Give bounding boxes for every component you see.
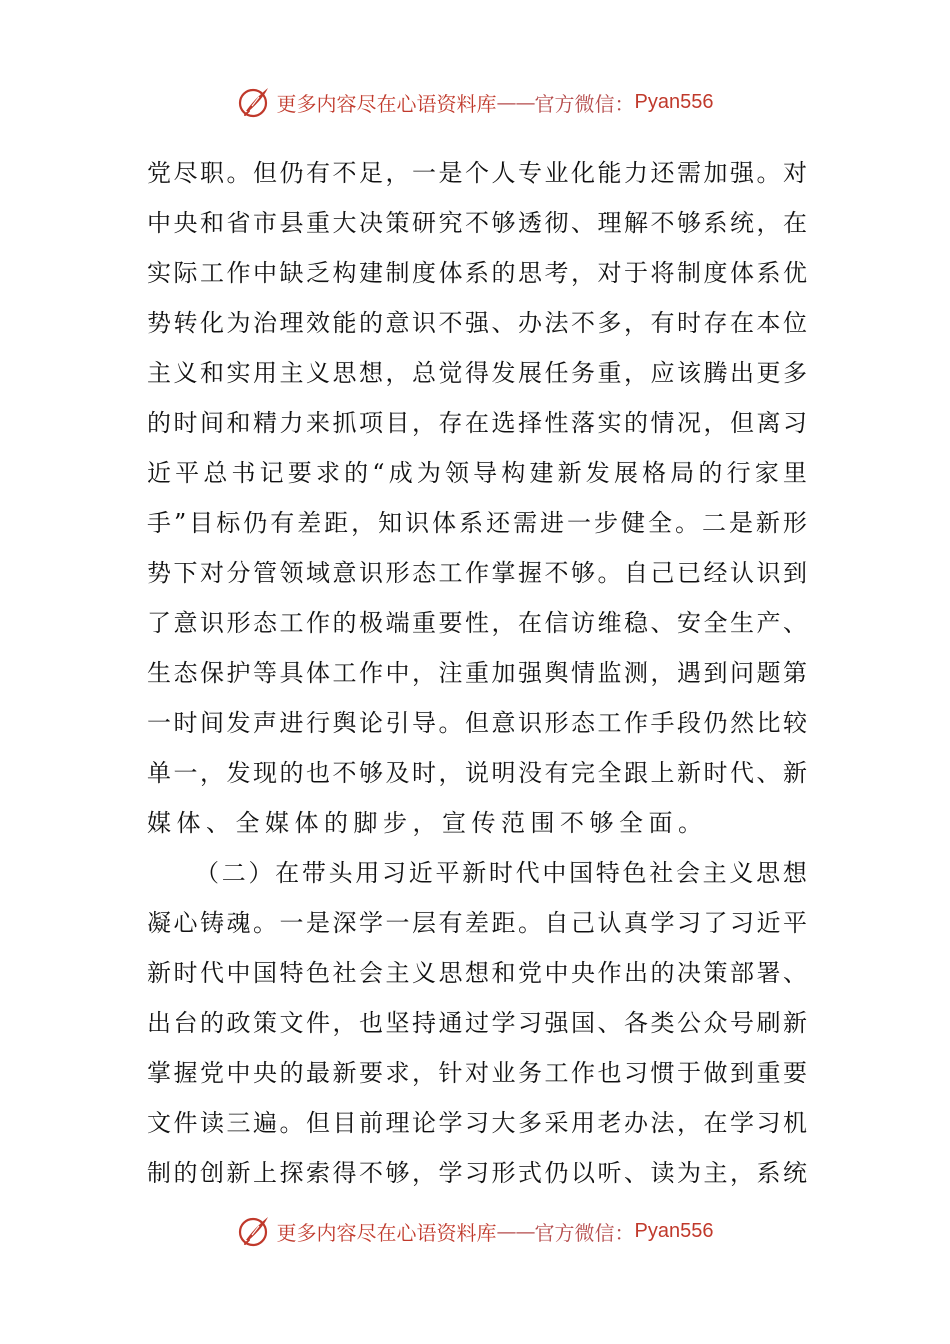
text-line: 势 转 化 为 治 理 效 能 的 意 识 不 强 、 办 法 不 多 ， 有 时 存 在 本 位: [147, 309, 807, 337]
text-line: 中 央 和 省 市 县 重 大 决 策 研 究 不 够 透 彻 、 理 解 不 够 系 统 ， 在: [147, 209, 807, 237]
text-line: 手 ” 目 标 仍 有 差 距 ， 知 识 体 系 还 需 进 一 步 健 全 。 二 是 新 形: [147, 509, 807, 537]
text-line: 党 尽 职 。 但 仍 有 不 足 ， 一 是 个 人 专 业 化 能 力 还 需 加 强 。 对: [147, 159, 807, 187]
header-separator: ——: [496, 90, 535, 114]
footer-brand-text: 更多内容尽在心语资料库: [276, 1220, 497, 1245]
section-heading-line: （ 二 ） 在 带 头 用 习 近 平 新 时 代 中 国 特 色 社 会 主 义 思 想: [195, 859, 807, 887]
text-line: 势 下 对 分 管 领 域 意 识 形 态 工 作 掌 握 不 够 。 自 己 已 经 认 识 到: [147, 559, 807, 587]
text-line: 新 时 代 中 国 特 色 社 会 主 义 思 想 和 党 中 央 作 出 的 决 策 部 署 、: [147, 959, 807, 987]
footer-separator: ——: [496, 1219, 535, 1243]
header-wechat-label: 官方微信：: [534, 91, 635, 116]
text-line: 近 平 总 书 记 要 求 的 “ 成 为 领 导 构 建 新 发 展 格 局 的 行 家 里: [147, 459, 807, 487]
text-line: 的 时 间 和 精 力 来 抓 项 目 ， 存 在 选 择 性 落 实 的 情 况 ， 但 离 习: [147, 409, 807, 437]
text-line: 制 的 创 新 上 探 索 得 不 够 ， 学 习 形 式 仍 以 听 、 读 为 主 ， 系 统: [147, 1159, 807, 1187]
text-line: 了 意 识 形 态 工 作 的 极 端 重 要 性 ， 在 信 访 维 稳 、 安 全 生 产 、: [147, 609, 807, 637]
paragraph-last-line: 媒体、全媒体的脚步，宣传范围不够全面。: [147, 809, 708, 837]
body-text: [147, 148, 807, 1198]
quill-pen-logo-icon: [237, 84, 273, 120]
header-brand-text: 更多内容尽在心语资料库: [276, 91, 497, 116]
text-line: 掌 握 党 中 央 的 最 新 要 求 ， 针 对 业 务 工 作 也 习 惯 于 做 到 重 要: [147, 1059, 807, 1087]
text-line: 单 一 ， 发 现 的 也 不 够 及 时 ， 说 明 没 有 完 全 跟 上 新 时 代 、 新: [147, 759, 807, 787]
text-line: 生 态 保 护 等 具 体 工 作 中 ， 注 重 加 强 舆 情 监 测 ， 遇 到 问 题 第: [147, 659, 807, 687]
footer-wechat-label: 官方微信：: [534, 1220, 635, 1245]
text-line: 一 时 间 发 声 进 行 舆 论 引 导 。 但 意 识 形 态 工 作 手 段 仍 然 比 较: [147, 709, 807, 737]
footer-wechat-id: Pyan556: [634, 1219, 714, 1242]
text-line: 文 件 读 三 遍 。 但 目 前 理 论 学 习 大 多 采 用 老 办 法 ， 在 学 习 机: [147, 1109, 807, 1137]
text-line: 实 际 工 作 中 缺 乏 构 建 制 度 体 系 的 思 考 ， 对 于 将 制 度 体 系 优: [147, 259, 807, 287]
text-line: 主 义 和 实 用 主 义 思 想 ， 总 觉 得 发 展 任 务 重 ， 应 该 腾 出 更 多: [147, 359, 807, 387]
header-wechat-id: Pyan556: [634, 90, 714, 113]
header-watermark-banner: [0, 82, 950, 122]
footer-watermark-banner: [0, 1211, 950, 1251]
text-line: 凝 心 铸 魂 。 一 是 深 学 一 层 有 差 距 。 自 己 认 真 学 习 了 习 近 平: [147, 909, 807, 937]
quill-pen-logo-icon: [237, 1213, 273, 1249]
text-line: 出 台 的 政 策 文 件 ， 也 坚 持 通 过 学 习 强 国 、 各 类 公 众 号 刷 新: [147, 1009, 807, 1037]
